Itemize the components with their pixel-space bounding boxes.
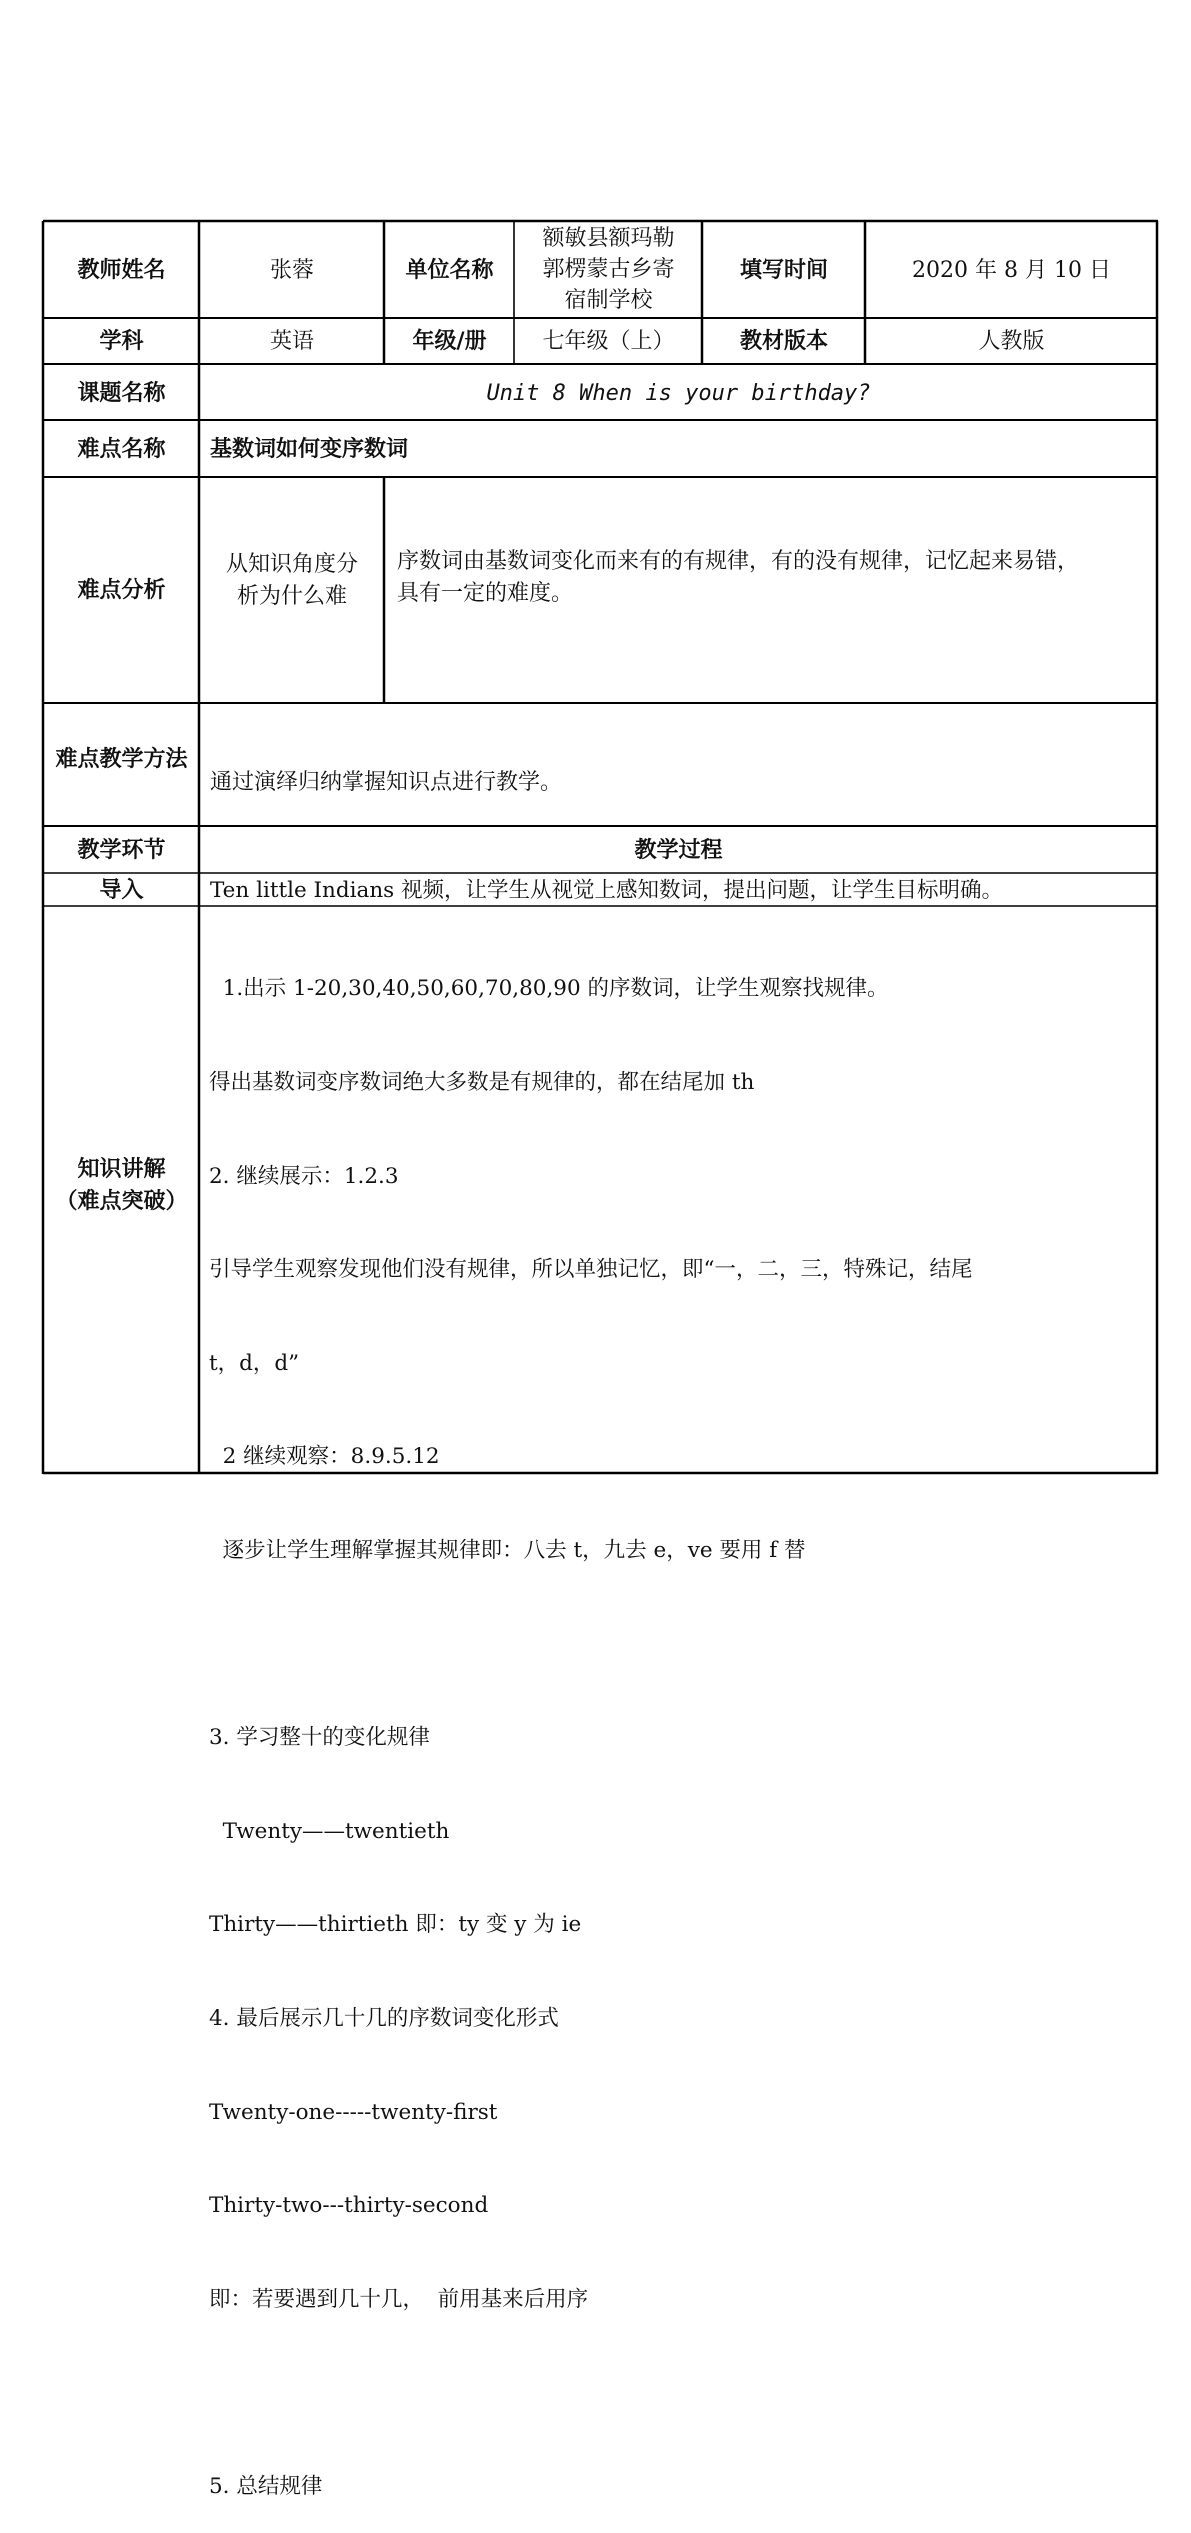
- teaching-process-text: [209, 911, 1144, 2533]
- analysis-text: [397, 478, 1152, 703]
- knowledge-label: [45, 907, 198, 1473]
- process-line-1: 1.出示 1-20,30,40,50,60,70,80,90 的序数词，让学生观察找规律。: [209, 976, 889, 1002]
- analysis-text-line-2: 具有一定的难度。: [397, 580, 574, 606]
- grade-label: 年级/册: [412, 329, 487, 354]
- topic-value: Unit 8 When is your birthday?: [486, 380, 871, 406]
- fill-date-value: 2020 年 8 月 10 日: [912, 258, 1111, 283]
- process-line-14: Thirty-two---thirty-second: [209, 2193, 489, 2219]
- process-line-3: 2. 继续展示：1.2.3: [209, 1163, 399, 1189]
- process-line-16: [209, 2377, 1144, 2408]
- process-line-10: Twenty——twentieth: [209, 1818, 450, 1844]
- analysis-text-line-1: 序数词由基数词变化而来有的有规律，有的没有规律，记忆起来易错，: [397, 548, 1080, 574]
- edition-label: 教材版本: [739, 329, 828, 354]
- teacher-name-label: 教师姓名: [77, 258, 166, 283]
- intro-label: 导入: [99, 877, 144, 903]
- analysis-label: 难点分析: [77, 578, 166, 603]
- unit-name-label: 单位名称: [405, 258, 494, 283]
- process-line-15: 即：若要遇到几十几， 前用基来后用序: [209, 2286, 589, 2312]
- unit-name-line-2: 郭楞蒙古乡寄: [542, 257, 675, 282]
- edition-value: 人教版: [978, 329, 1045, 354]
- analysis-sub-label-line-1: 从知识角度分: [225, 551, 358, 577]
- difficulty-value: 基数词如何变序数词: [210, 436, 409, 462]
- grade-value: 七年级（上）: [542, 329, 675, 354]
- difficulty-label: 难点名称: [77, 436, 166, 462]
- process-line-5: t，d，d”: [209, 1350, 300, 1376]
- process-line-12: 4. 最后展示几十几的序数词变化形式: [209, 2005, 559, 2031]
- process-line-11: Thirty——thirtieth 即：ty 变 y 为 ie: [209, 1912, 582, 1938]
- unit-name-value: [516, 221, 701, 318]
- process-line-9: 3. 学习整十的变化规律: [209, 1725, 430, 1751]
- process-line-17: 5. 总结规律: [209, 2473, 323, 2499]
- process-line-2: 得出基数词变序数词绝大多数是有规律的，都在结尾加 th: [209, 1070, 755, 1095]
- unit-name-line-1: 额敏县额玛勒: [542, 226, 675, 251]
- analysis-sub-label: [201, 478, 383, 703]
- teaching-process-label: 教学过程: [634, 837, 723, 863]
- method-label: 难点教学方法: [55, 746, 188, 772]
- fill-date-label: 填写时间: [739, 258, 828, 283]
- method-value: 通过演绎归纳掌握知识点进行教学。: [210, 769, 563, 795]
- teacher-name-value: 张蓉: [269, 258, 314, 283]
- process-line-8: [209, 1629, 1144, 1660]
- process-line-7: 逐步让学生理解掌握其规律即：八去 t，九去 e，ve 要用 f 替: [209, 1537, 806, 1563]
- topic-label: 课题名称: [77, 380, 166, 406]
- process-line-6: 2 继续观察：8.9.5.12: [209, 1444, 440, 1470]
- teaching-stage-label: 教学环节: [77, 837, 166, 863]
- intro-text: Ten little Indians 视频，让学生从视觉上感知数词，提出问题，让学生目标明确。: [210, 877, 1004, 903]
- knowledge-label-line-1: 知识讲解: [77, 1157, 166, 1182]
- process-line-13: Twenty-one-----twenty-first: [209, 2099, 498, 2125]
- process-line-4: 引导学生观察发现他们没有规律，所以单独记忆，即“一，二，三，特殊记，结尾: [209, 1257, 973, 1283]
- knowledge-label-line-2: （难点突破）: [55, 1189, 188, 1214]
- subject-label: 学科: [99, 329, 144, 354]
- subject-value: 英语: [269, 329, 314, 354]
- unit-name-line-3: 宿制学校: [564, 288, 653, 313]
- analysis-sub-label-line-2: 析为什么难: [236, 583, 347, 609]
